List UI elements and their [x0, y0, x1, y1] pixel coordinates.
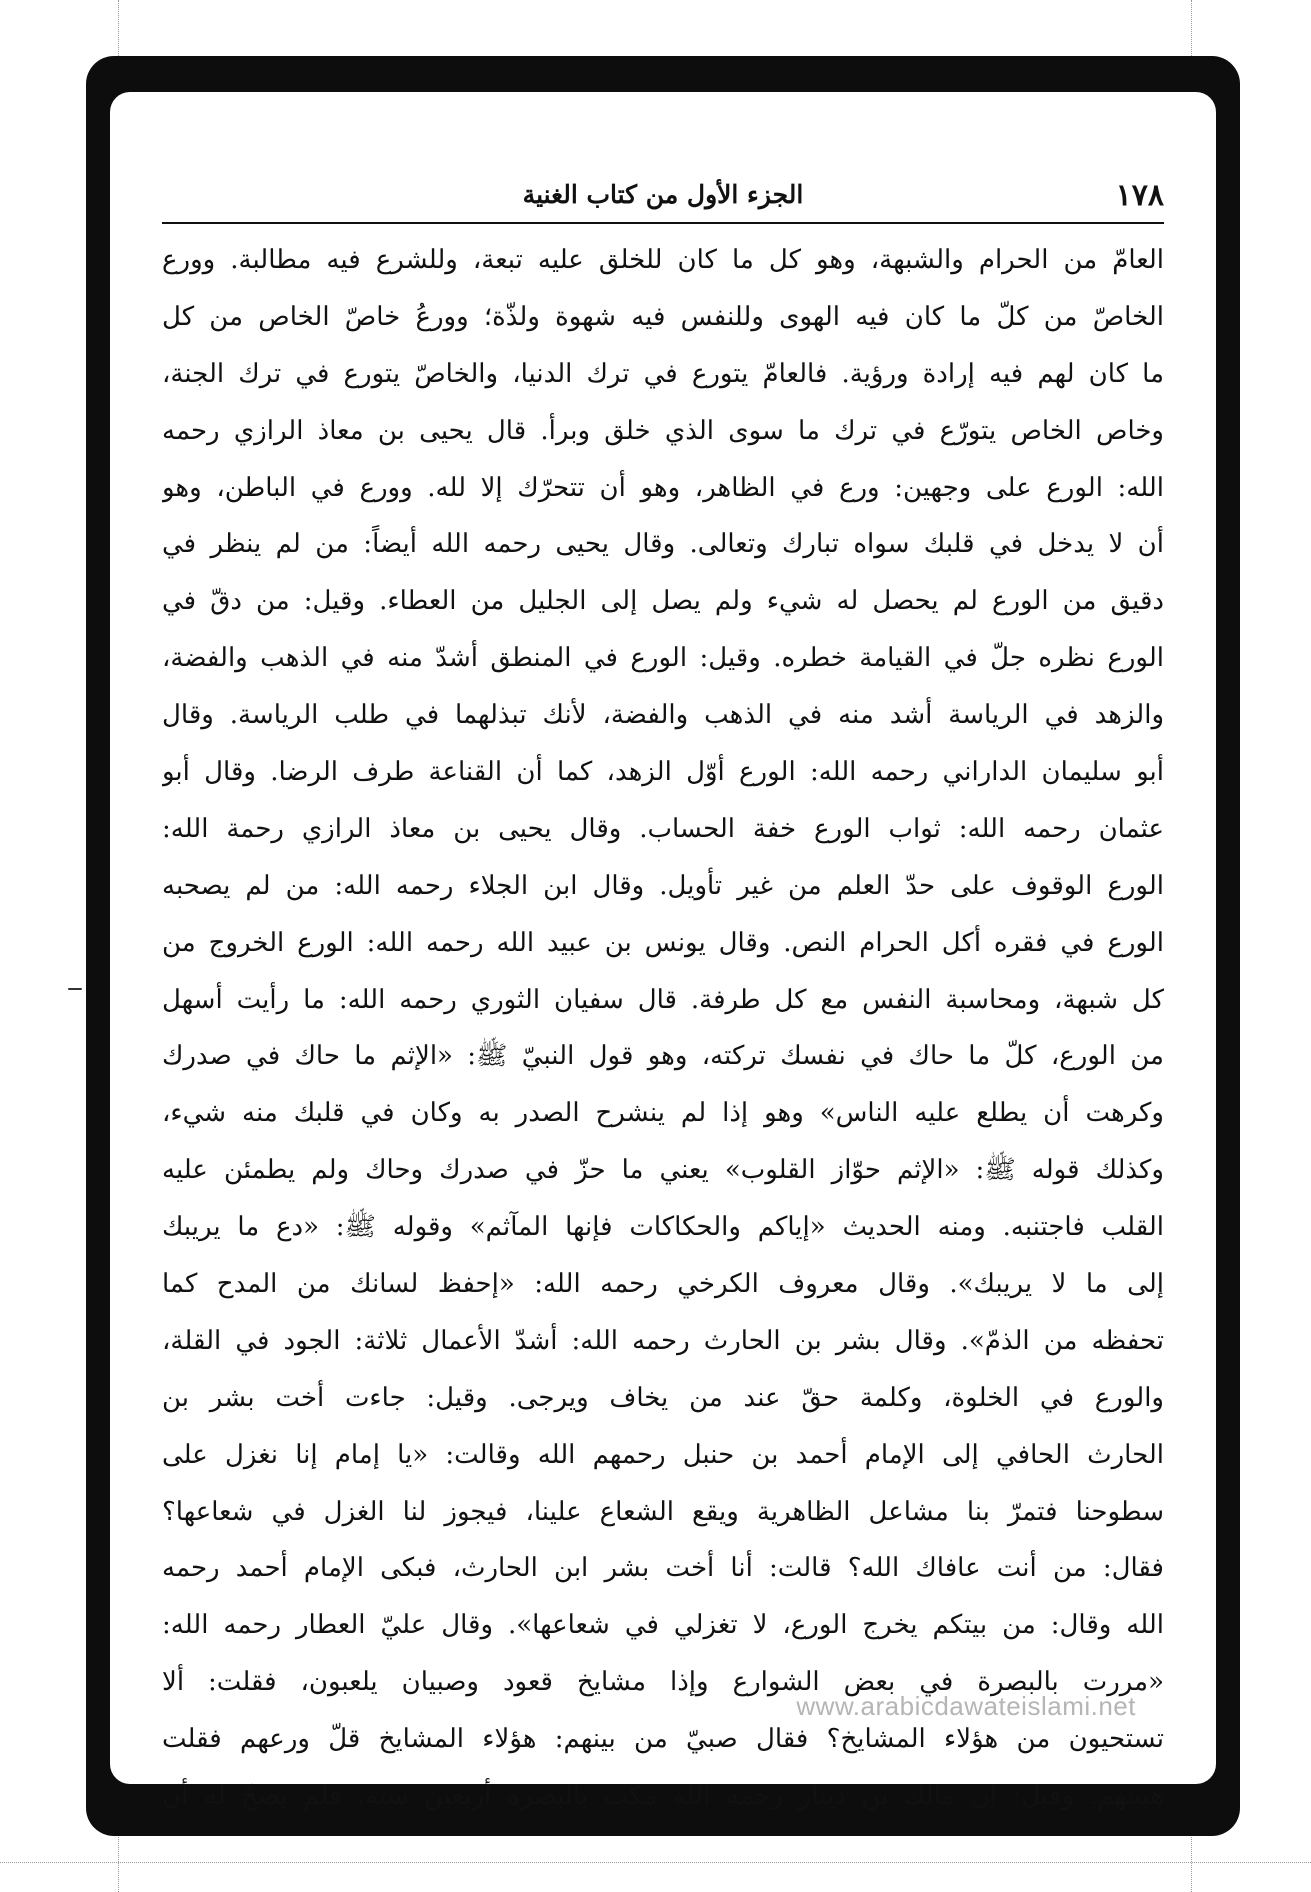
text-line: الخاصّ من كلّ ما كان فيه الهوى وللنفس فيه شهوة ولذّة؛ وورعُ خاصّ الخاص من كل [162, 301, 1164, 332]
text-line: الله وقال: من بيتكم يخرج الورع، لا تغزلي في شعاعها». وقال عليّ العطار رحمه الله: [162, 1610, 1164, 1641]
text-line: عثمان رحمه الله: ثواب الورع خفة الحساب. وقال يحيى بن معاذ الرازي رحمة الله: [162, 813, 1164, 844]
text-line: والورع في الخلوة، وكلمة حقّ عند من يخاف ويرجى. وقيل: جاءت أخت بشر بن [162, 1382, 1164, 1413]
text-line: دقيق من الورع لم يحصل له شيء ولم يصل إلى الجليل من العطاء. وقيل: من دقّ في [162, 586, 1164, 617]
scan-guide-line [0, 1862, 1311, 1863]
text-line: كل شبهة، ومحاسبة النفس مع كل طرفة. قال سفيان الثوري رحمه الله: ما رأيت أسهل [162, 984, 1164, 1015]
text-line: تستحيون من هؤلاء المشايخ؟ فقال صبيّ من بينهم: هؤلاء المشايخ قلّ ورعهم فقلت [162, 1724, 1164, 1755]
scan-edge-mark [68, 988, 82, 990]
text-line: العامّ من الحرام والشبهة، وهو كل ما كان للخلق عليه تبعة، وللشرع فيه مطالبة. وورع [162, 245, 1164, 275]
running-title: الجزء الأول من كتاب الغنية [522, 180, 804, 209]
text-line: الورع نظره جلّ في القيامة خطره. وقيل: الورع في المنطق أشدّ منه في الذهب والفضة، [162, 643, 1164, 674]
page-number: ١٧٨ [1115, 178, 1164, 213]
page-paper [110, 92, 1216, 1812]
text-line: سطوحنا فتمرّ بنا مشاعل الظاهرية ويقع الشعاع علينا، فيجوز لنا الغزل في شعاعها؟ [162, 1496, 1164, 1527]
text-line: إلى ما لا يريبك». وقال معروف الكرخي رحمه الله: «إحفظ لسانك من المدح كما [162, 1269, 1164, 1300]
text-line: ما كان لهم فيه إرادة ورؤية. فالعامّ يتورع في ترك الدنيا، والخاصّ يتورع في ترك الجنة، [162, 358, 1164, 389]
body-text [162, 232, 1164, 1825]
text-line: القلب فاجتنبه. ومنه الحديث «إياكم والحكاكات فإنها المآثم» وقوله ﷺ: «دع ما يريبك [162, 1212, 1164, 1243]
text-line: وخاص الخاص يتورّع في ترك ما سوى الذي خلق وبرأ. قال يحيى بن معاذ الرازي رحمه [162, 415, 1164, 446]
text-line: أبو سليمان الداراني رحمه الله: الورع أوّل الزهد، كما أن القناعة طرف الرضا. وقال أبو [162, 757, 1164, 788]
text-line: من الورع، كلّ ما حاك في نفسك تركته، وهو قول النبيّ ﷺ: «الإثم ما حاك في صدرك [162, 1041, 1164, 1072]
text-line: هيبتهم. وقيل: إن مالك بن دينار رحمه الله مكث بالبصرة أربعين سنة، فلم يصحّ له أن [162, 1781, 1164, 1812]
page-header [162, 176, 1164, 224]
watermark-url: www.arabicdawateislami.net [796, 1691, 1136, 1721]
text-line: الحارث الحافي إلى الإمام أحمد بن حنبل رحمهم الله وقالت: «يا إمام إنا نغزل على [162, 1439, 1164, 1470]
text-line: وكرهت أن يطلع عليه الناس» وهو إذا لم ينشرح الصدر به وكان في قلبك منه شيء، [162, 1098, 1164, 1129]
text-line: الله: الورع على وجهين: ورع في الظاهر، وهو أن تتحرّك إلا لله. وورع في الباطن، وهو [162, 472, 1164, 503]
text-line: وكذلك قوله ﷺ: «الإثم حوّاز القلوب» يعني ما حزّ في صدرك وحاك ولم يطمئن عليه [162, 1155, 1164, 1186]
text-line: الورع الوقوف على حدّ العلم من غير تأويل. وقال ابن الجلاء رحمه الله: من لم يصحبه [162, 870, 1164, 901]
text-line: والزهد في الرياسة أشد منه في الذهب والفضة، لأنك تبذلهما في طلب الرياسة. وقال [162, 700, 1164, 731]
text-line: فقال: من أنت عافاك الله؟ قالت: أنا أخت بشر ابن الحارث، فبكى الإمام أحمد رحمه [162, 1553, 1164, 1584]
text-line: تحفظه من الذمّ». وقال بشر بن الحارث رحمه الله: أشدّ الأعمال ثلاثة: الجود في القلة، [162, 1325, 1164, 1356]
text-line: «مررت بالبصرة في بعض الشوارع وإذا مشايخ قعود وصبيان يلعبون، فقلت: ألا [162, 1667, 1164, 1698]
text-line: الورع في فقره أكل الحرام النص. وقال يونس بن عبيد الله رحمه الله: الورع الخروج من [162, 927, 1164, 958]
text-line: أن لا يدخل في قلبك سواه تبارك وتعالى. وقال يحيى رحمه الله أيضاً: من لم ينظر في [162, 529, 1164, 560]
page-frame [86, 56, 1240, 1836]
